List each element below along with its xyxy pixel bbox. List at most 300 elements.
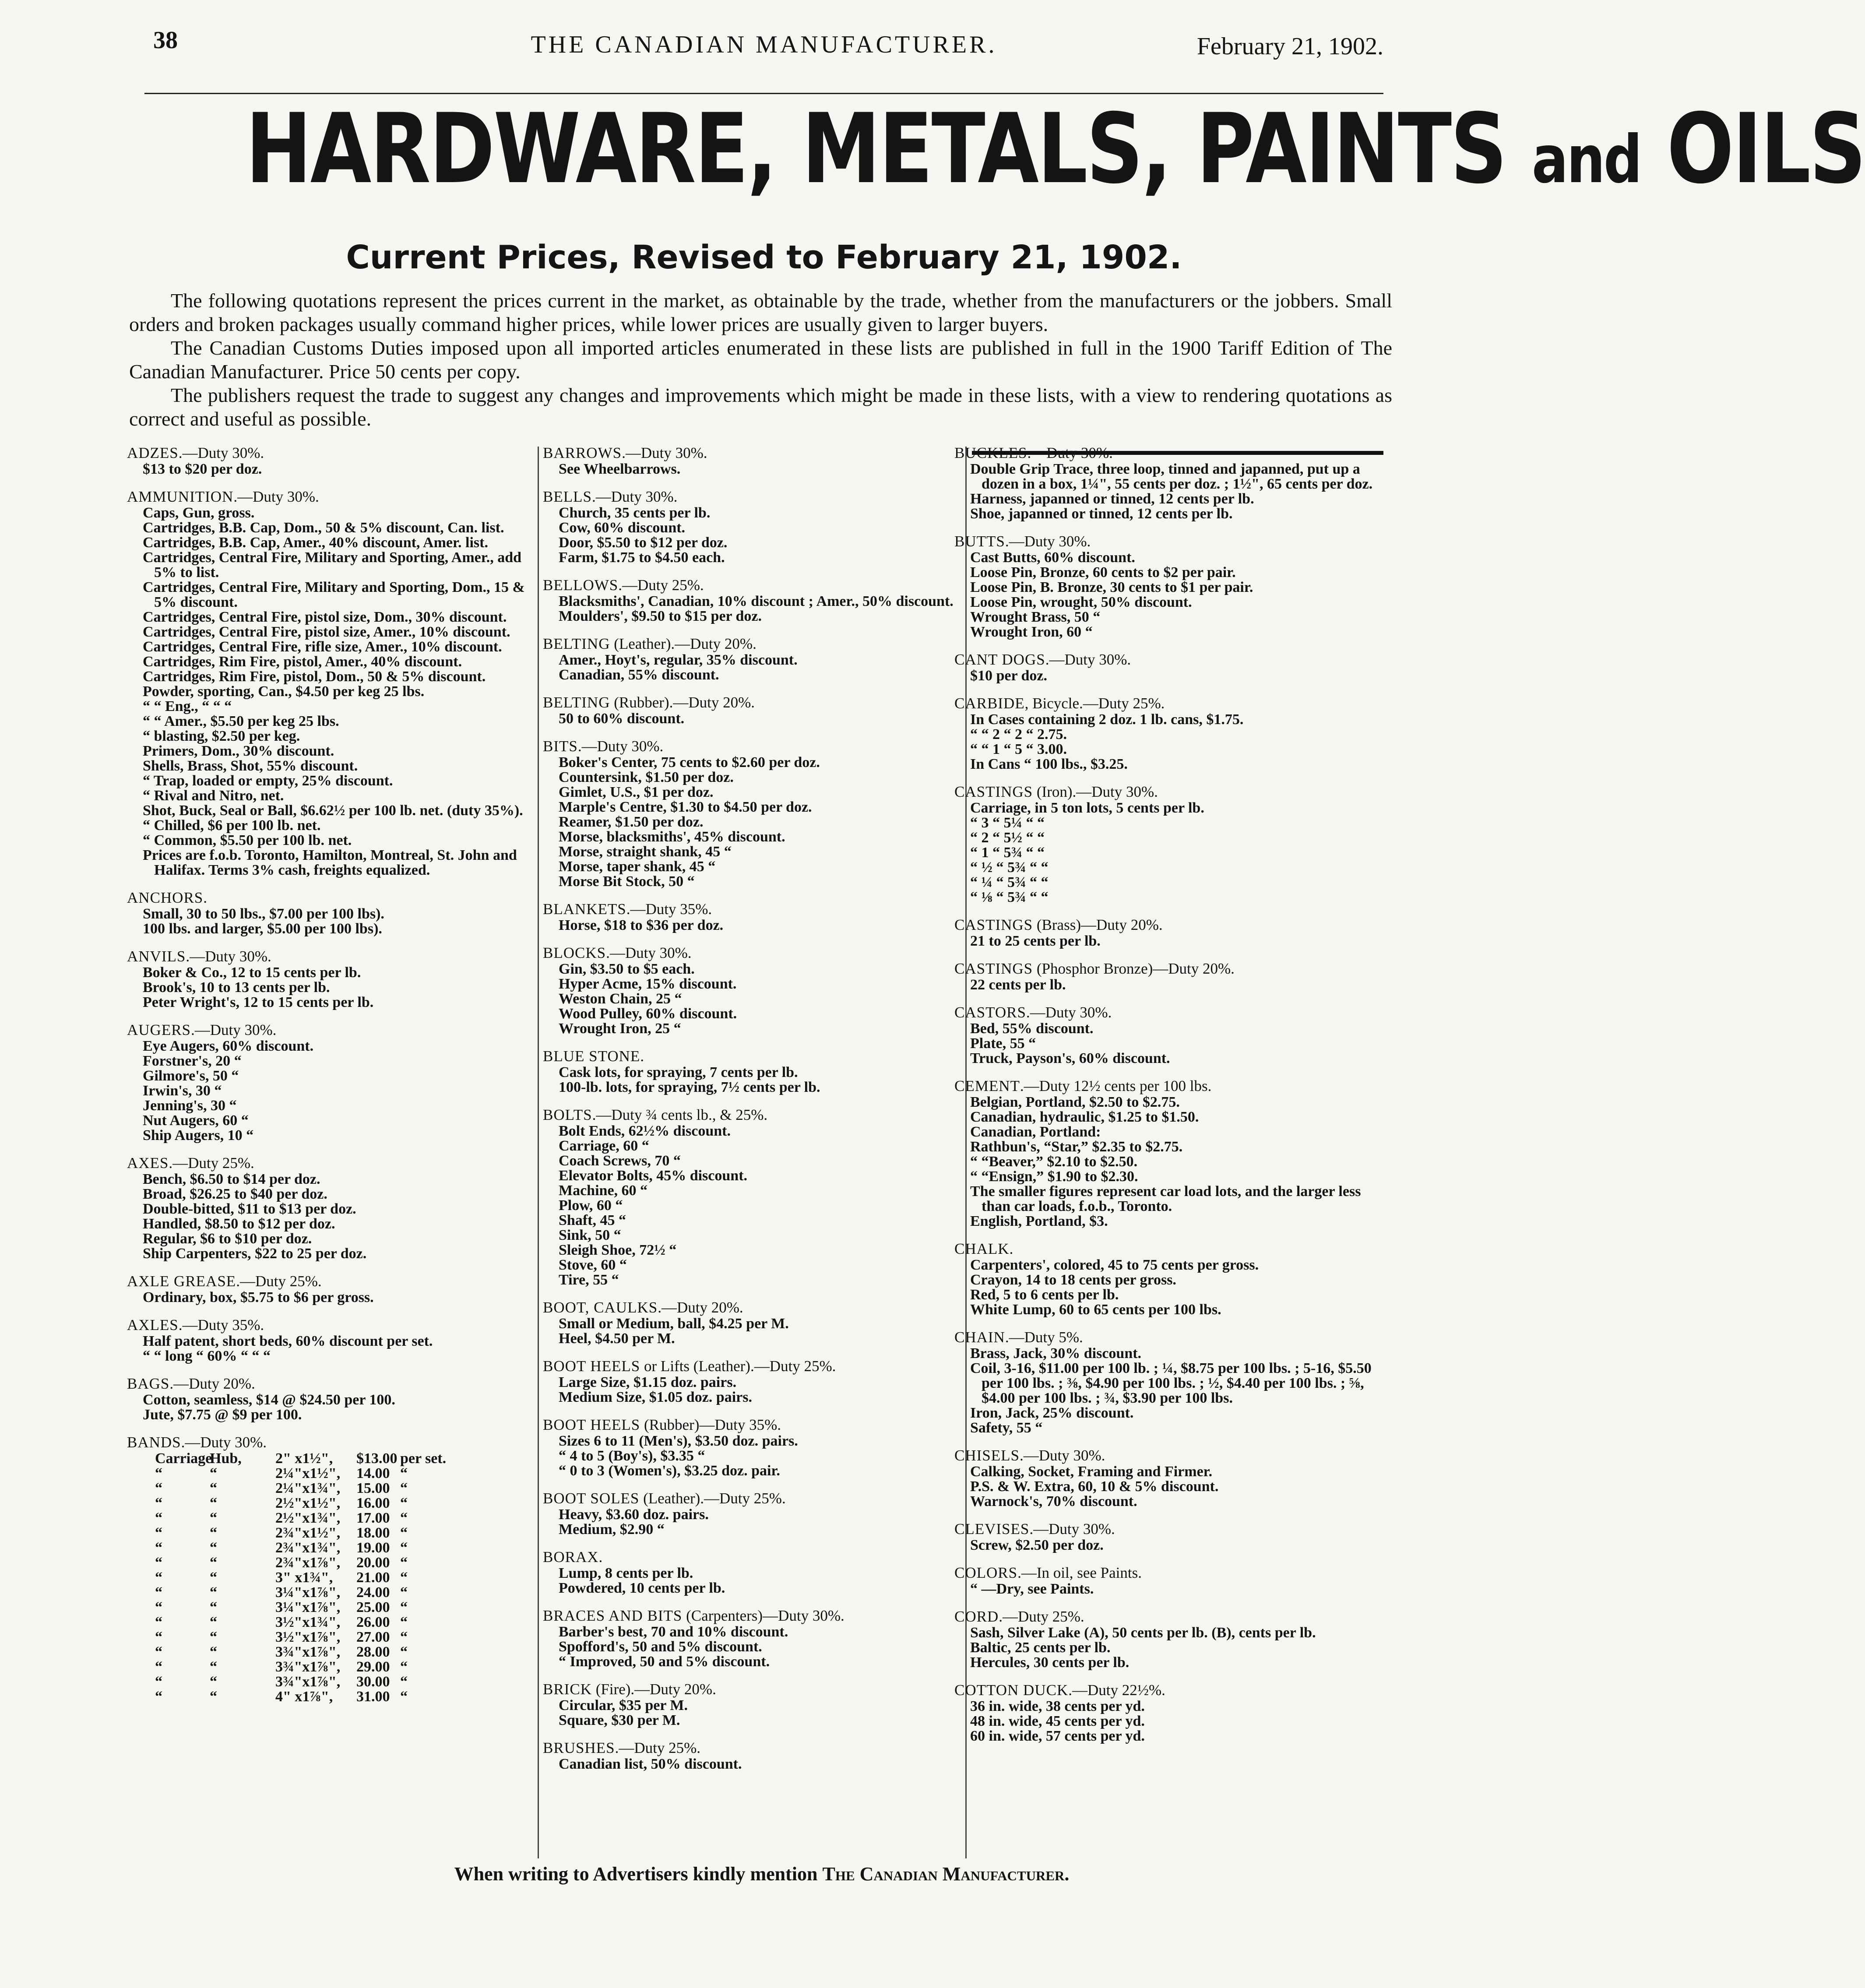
price-line: Truck, Payson's, 60% discount.	[970, 1050, 1170, 1066]
bands-row	[127, 1660, 536, 1675]
price-line: Wrought Iron, 60 “	[970, 624, 1093, 640]
entry-heading	[954, 1520, 1388, 1538]
price-line: Morse, blacksmiths', 45% discount.	[559, 829, 785, 845]
entry-duty: .—Duty 30%.	[1029, 1520, 1115, 1538]
entry-name: BAGS	[127, 1375, 170, 1392]
price-line: “ “Beaver,” $2.10 to $2.50.	[970, 1154, 1138, 1170]
price-line: Handled, $8.50 to $12 per doz.	[143, 1216, 335, 1232]
price-line: Rathbun's, “Star,” $2.35 to $2.75.	[970, 1139, 1183, 1155]
entry-name: CHISELS	[954, 1447, 1020, 1464]
entry-name: BANDS	[127, 1434, 181, 1451]
entry-heading	[543, 901, 972, 918]
bands-row	[127, 1600, 536, 1615]
price-line: Weston Chain, 25 “	[559, 991, 682, 1007]
bands-cell: “	[155, 1510, 162, 1526]
price-entry-boot-soles	[543, 1490, 972, 1537]
price-line: 60 in. wide, 57 cents per yd.	[970, 1728, 1145, 1744]
price-line: Cartridges, Rim Fire, pistol, Dom., 50 & 5% discount.	[143, 669, 486, 685]
price-entry-castings	[954, 783, 1388, 905]
price-entry-blue-stone	[543, 1048, 972, 1095]
price-line: Shoe, japanned or tinned, 12 cents per lb.	[970, 506, 1233, 522]
price-entry-chalk	[954, 1240, 1388, 1317]
entry-duty: (Leather).—Duty 25%.	[639, 1490, 786, 1507]
column-divider	[538, 447, 539, 1858]
bands-cell: “	[210, 1689, 217, 1705]
price-line: “ Common, $5.50 per 100 lb. net.	[143, 832, 352, 848]
bands-row	[127, 1451, 536, 1466]
entry-name: CANT DOGS	[954, 651, 1045, 668]
entry-name: BORAX	[543, 1548, 599, 1566]
price-line: Wrought Brass, 50 “	[970, 609, 1101, 625]
price-line: Carriage, in 5 ton lots, 5 cents per lb.	[970, 800, 1204, 816]
bands-cell: “	[210, 1540, 217, 1556]
bands-cell: “	[155, 1569, 162, 1586]
bands-cell: “	[155, 1465, 162, 1481]
entry-duty: .—Duty 30%.	[577, 738, 664, 755]
price-line: Jenning's, 30 “	[143, 1098, 237, 1114]
entry-name: CORD	[954, 1608, 999, 1625]
entry-duty: .—Duty 20%.	[658, 1299, 743, 1316]
entry-duty: (Leather).—Duty 20%.	[610, 635, 757, 652]
price-line: In Cans “ 100 lbs., $3.25.	[970, 756, 1128, 772]
price-line: Morse, taper shank, 45 “	[559, 859, 716, 875]
entry-duty: .—Duty 30%.	[186, 948, 271, 965]
entry-duty: .—Duty 30%.	[1045, 651, 1131, 668]
entry-heading	[543, 488, 972, 506]
price-line: “ Rival and Nitro, net.	[143, 788, 284, 804]
price-line: Primers, Dom., 30% discount.	[143, 743, 334, 759]
bands-cell: “	[400, 1614, 408, 1630]
bands-cell: 16.00	[356, 1495, 390, 1511]
bands-row	[127, 1555, 536, 1570]
entry-heading	[954, 1240, 1388, 1258]
price-line: Loose Pin, B. Bronze, 30 cents to $1 per pair.	[970, 579, 1253, 595]
bands-row	[127, 1645, 536, 1660]
entry-heading	[543, 577, 972, 594]
price-line: Church, 35 cents per lb.	[559, 505, 711, 521]
bands-cell: 2" x1½",	[275, 1450, 333, 1467]
price-line: Cartridges, Central Fire, rifle size, Amer., 10% discount.	[143, 639, 502, 655]
price-line: Medium, $2.90 “	[559, 1521, 665, 1538]
entry-duty: (Iron).—Duty 30%.	[1033, 783, 1158, 800]
bands-cell: “	[400, 1555, 408, 1571]
entry-heading	[954, 1564, 1388, 1582]
price-entry-boot-heels	[543, 1358, 972, 1405]
entry-name: COLORS	[954, 1564, 1018, 1581]
bands-cell: “	[155, 1555, 162, 1571]
entry-heading	[954, 1004, 1388, 1021]
price-line: Half patent, short beds, 60% discount per set.	[143, 1333, 433, 1349]
price-line: Marple's Centre, $1.30 to $4.50 per doz.	[559, 799, 812, 815]
price-entry-belting	[543, 694, 972, 726]
entry-heading	[543, 738, 972, 755]
bands-cell: “	[400, 1510, 408, 1526]
price-line: 50 to 60% discount.	[559, 711, 685, 727]
price-line: Door, $5.50 to $12 per doz.	[559, 535, 728, 551]
price-line: Powder, sporting, Can., $4.50 per keg 25 lbs.	[143, 683, 425, 700]
entry-name: BOLTS	[543, 1106, 592, 1123]
price-line: Gin, $3.50 to $5 each.	[559, 961, 695, 977]
page-number: 38	[153, 27, 178, 54]
entry-name: ANVILS	[127, 948, 186, 965]
price-entry-butts	[954, 533, 1388, 640]
bands-cell: “	[210, 1614, 217, 1630]
price-line: Canadian, hydraulic, $1.25 to $1.50.	[970, 1109, 1199, 1125]
price-line: Boker's Center, 75 cents to $2.60 per doz.	[559, 754, 820, 771]
entry-name: AXLE GREASE	[127, 1273, 236, 1290]
entry-duty: (Rubber)—Duty 35%.	[640, 1416, 781, 1433]
price-line: Loose Pin, Bronze, 60 cents to $2 per pair.	[970, 564, 1236, 581]
price-line: Eye Augers, 60% discount.	[143, 1038, 314, 1054]
bands-cell: “	[400, 1644, 408, 1660]
bands-cell: 27.00	[356, 1629, 390, 1645]
entry-heading	[954, 916, 1388, 934]
bands-cell: 29.00	[356, 1659, 390, 1675]
entry-name: CEMENT	[954, 1077, 1020, 1094]
price-entry-brushes	[543, 1739, 972, 1772]
entry-name: BITS	[543, 738, 578, 755]
price-line: Double-bitted, $11 to $13 per doz.	[143, 1201, 356, 1217]
price-line: Bench, $6.50 to $14 per doz.	[143, 1171, 320, 1187]
bands-cell: “	[400, 1674, 408, 1690]
bands-row	[127, 1630, 536, 1645]
price-line: “ 3 “ 5¼ “ “	[970, 815, 1045, 831]
entry-heading	[954, 1329, 1388, 1346]
bands-row	[127, 1689, 536, 1704]
price-entry-axes	[127, 1154, 536, 1261]
bands-cell: “	[155, 1584, 162, 1601]
bands-cell: “	[155, 1644, 162, 1660]
entry-duty: .—Duty 25%.	[999, 1608, 1084, 1625]
price-line: Iron, Jack, 25% discount.	[970, 1405, 1134, 1421]
entry-duty: .—Duty 30%.	[606, 944, 692, 961]
entry-duty: .—Duty 12½ cents per 100 lbs.	[1020, 1077, 1212, 1094]
entry-name: AXES	[127, 1154, 169, 1172]
price-line: Farm, $1.75 to $4.50 each.	[559, 549, 725, 566]
bands-cell: “	[155, 1599, 162, 1615]
entry-heading	[543, 1548, 972, 1566]
price-line: English, Portland, $3.	[970, 1213, 1108, 1229]
bands-row	[127, 1511, 536, 1526]
entry-duty: .—Duty 20%.	[169, 1375, 255, 1392]
entry-name: CLEVISES	[954, 1520, 1030, 1538]
price-line: Crayon, 14 to 18 cents per gross.	[970, 1272, 1176, 1288]
bands-row	[127, 1526, 536, 1541]
intro-paragraph: The publishers request the trade to suggest any changes and improvements which might be made in these lists, with a view to rendering quotations as correct and useful as possible.	[129, 384, 1392, 430]
bands-cell: 3" x1¾",	[275, 1569, 333, 1586]
price-entry-boot-heels	[543, 1416, 972, 1478]
price-line: Canadian, Portland:	[970, 1124, 1101, 1140]
price-line: Cartridges, B.B. Cap, Dom., 50 & 5% discount, Can. list.	[143, 520, 504, 536]
entry-duty: .—Duty 22½%.	[1068, 1682, 1165, 1699]
intro-paragraphs	[129, 289, 1392, 431]
price-entry-borax	[543, 1548, 972, 1596]
price-entry-cord	[954, 1608, 1388, 1670]
entry-duty: .—Duty ¾ cents lb., & 25%.	[592, 1106, 768, 1123]
price-line: Elevator Bolts, 45% discount.	[559, 1168, 748, 1184]
notice-text: When writing to Advertisers kindly mention	[454, 1863, 818, 1885]
bands-cell: “	[210, 1569, 217, 1586]
price-line: “ ⅛ “ 5¾ “ “	[970, 889, 1049, 905]
entry-name: BELTING	[543, 694, 610, 711]
price-entry-anchors	[127, 889, 536, 936]
price-entry-castings	[954, 960, 1388, 992]
price-entry-clevises	[954, 1520, 1388, 1553]
entry-name: CASTINGS	[954, 960, 1033, 977]
price-line: 21 to 25 cents per lb.	[970, 933, 1101, 949]
price-entry-castors	[954, 1004, 1388, 1066]
entry-duty: (Carpenters)—Duty 30%.	[682, 1607, 845, 1624]
bands-cell: 3¾"x1⅞",	[275, 1674, 341, 1690]
bands-cell: “	[210, 1525, 217, 1541]
price-line: Large Size, $1.15 doz. pairs.	[559, 1374, 737, 1390]
entry-heading	[543, 1416, 972, 1434]
entry-heading	[127, 1154, 536, 1172]
price-entry-augers	[127, 1021, 536, 1143]
bands-cell: 19.00	[356, 1540, 390, 1556]
price-line: Brass, Jack, 30% discount.	[970, 1345, 1142, 1362]
price-line: Ordinary, box, $5.75 to $6 per gross.	[143, 1289, 374, 1305]
entry-heading	[954, 1077, 1388, 1095]
entry-duty: (Fire).—Duty 20%.	[591, 1681, 716, 1698]
entry-duty: (Phosphor Bronze)—Duty 20%.	[1033, 960, 1235, 977]
price-column-1	[127, 444, 536, 1716]
entry-name: BLANKETS	[543, 901, 626, 918]
entry-name: BOOT HEELS	[543, 1358, 640, 1375]
price-line: Harness, japanned or tinned, 12 cents per lb.	[970, 491, 1254, 507]
price-line: Cast Butts, 60% discount.	[970, 549, 1135, 566]
entry-heading	[543, 1106, 972, 1124]
bands-cell: 2¾"x1¾",	[275, 1540, 341, 1556]
price-line: Nut Augers, 60 “	[143, 1112, 249, 1129]
price-line: “ “ Amer., $5.50 per keg 25 lbs.	[143, 713, 339, 729]
entry-name: BOOT HEELS	[543, 1416, 640, 1433]
price-line: Canadian list, 50% discount.	[559, 1756, 742, 1772]
bands-cell: “	[400, 1629, 408, 1645]
bands-cell: 25.00	[356, 1599, 390, 1615]
bands-cell: 30.00	[356, 1674, 390, 1690]
entry-name: BARROWS	[543, 444, 622, 461]
price-line: 100-lb. lots, for spraying, 7½ cents per lb.	[559, 1079, 820, 1095]
bands-cell: 31.00	[356, 1689, 390, 1705]
entry-duty: (Brass)—Duty 20%.	[1033, 916, 1163, 933]
entry-heading	[954, 1447, 1388, 1464]
price-line: Countersink, $1.50 per doz.	[559, 769, 734, 785]
price-line: Hyper Acme, 15% discount.	[559, 976, 737, 992]
price-column-3	[954, 444, 1388, 1755]
price-line: Circular, $35 per M.	[559, 1697, 688, 1714]
headline-and: and	[1532, 122, 1641, 198]
bands-cell: 3½"x1¾",	[275, 1614, 341, 1630]
bands-cell: 3½"x1⅞",	[275, 1629, 341, 1645]
price-line: “ —Dry, see Paints.	[970, 1581, 1094, 1597]
entry-name: BELLOWS	[543, 577, 619, 594]
price-line: Safety, 55 “	[970, 1420, 1043, 1436]
bands-cell: Carriage	[155, 1450, 212, 1467]
price-entry-axle-grease	[127, 1273, 536, 1305]
entry-name: BLUE STONE	[543, 1048, 640, 1065]
price-line: Jute, $7.75 @ $9 per 100.	[143, 1407, 302, 1423]
entry-heading	[127, 444, 536, 462]
entry-duty: .—Duty 30%.	[591, 488, 678, 505]
price-line: $13 to $20 per doz.	[143, 461, 262, 477]
price-line: Baltic, 25 cents per lb.	[970, 1640, 1111, 1656]
price-entry-blankets	[543, 901, 972, 933]
journal-title: THE CANADIAN MANUFACTURER.	[531, 31, 997, 58]
entry-duty: .—Duty 35%.	[178, 1316, 264, 1334]
headline-last: OILS	[1667, 93, 1865, 205]
running-head	[144, 26, 1383, 66]
bands-row	[127, 1496, 536, 1511]
price-line: Cartridges, Central Fire, Military and Sporting, Amer., add 5% to list.	[143, 549, 522, 581]
bands-cell: 17.00	[356, 1510, 390, 1526]
price-entry-bands	[127, 1434, 536, 1704]
entry-name: BUCKLES	[954, 444, 1028, 461]
entry-name: BOOT SOLES	[543, 1490, 640, 1507]
entry-duty: .—Duty 25%.	[169, 1154, 254, 1172]
price-line: Powdered, 10 cents per lb.	[559, 1580, 725, 1596]
price-line: Carpenters', colored, 45 to 75 cents per gross.	[970, 1257, 1259, 1273]
price-line: Cartridges, Central Fire, pistol size, Amer., 10% discount.	[143, 624, 510, 640]
price-line: The smaller figures represent car load lots, and the larger less than car loads, f.o.b., Toronto.	[970, 1183, 1361, 1214]
entry-name: CARBIDE	[954, 695, 1025, 712]
price-line: “ Chilled, $6 per 100 lb. net.	[143, 817, 321, 834]
price-line: Regular, $6 to $10 per doz.	[143, 1231, 312, 1247]
price-line: Wood Pulley, 60% discount.	[559, 1006, 737, 1022]
bands-cell: 3¼"x1⅞",	[275, 1599, 341, 1615]
price-line: Amer., Hoyt's, regular, 35% discount.	[559, 652, 798, 668]
bands-cell: “	[210, 1599, 217, 1615]
entry-name: BLOCKS	[543, 944, 606, 961]
entry-heading	[954, 783, 1388, 801]
bands-cell: “	[155, 1614, 162, 1630]
price-line: Coach Screws, 70 “	[559, 1153, 681, 1169]
bands-cell: “	[155, 1689, 162, 1705]
bands-cell: 2¼"x1½",	[275, 1465, 341, 1481]
price-entry-chain	[954, 1329, 1388, 1436]
bands-cell: “	[210, 1629, 217, 1645]
entry-name: BUTTS	[954, 533, 1005, 550]
price-line: P.S. & W. Extra, 60, 10 & 5% discount.	[970, 1478, 1219, 1495]
bands-cell: 28.00	[356, 1644, 390, 1660]
notice-journal: The Canadian Manufacturer.	[822, 1863, 1070, 1885]
bands-cell: “	[155, 1480, 162, 1496]
price-line: Morse Bit Stock, 50 “	[559, 873, 695, 890]
bands-cell: 20.00	[356, 1555, 390, 1571]
bands-cell: 26.00	[356, 1614, 390, 1630]
price-line: “ “ long “ 60% “ “ “	[143, 1348, 271, 1364]
price-line: Bolt Ends, 62½% discount.	[559, 1123, 731, 1139]
entry-heading	[954, 695, 1388, 712]
bands-cell: “	[155, 1674, 162, 1690]
price-line: Blacksmiths', Canadian, 10% discount ; Amer., 50% discount.	[559, 593, 954, 609]
entry-heading	[127, 488, 536, 506]
price-line: Sash, Silver Lake (A), 50 cents per lb. (B), cents per lb.	[970, 1625, 1316, 1641]
bands-cell: “	[210, 1555, 217, 1571]
bands-cell: “	[155, 1629, 162, 1645]
price-line: Heavy, $3.60 doz. pairs.	[559, 1506, 709, 1523]
bands-cell: 3¾"x1⅞",	[275, 1644, 341, 1660]
price-line: Carriage, 60 “	[559, 1138, 649, 1154]
price-line: “ blasting, $2.50 per keg.	[143, 728, 300, 744]
price-line: Calking, Socket, Framing and Firmer.	[970, 1464, 1213, 1480]
bands-cell: “	[400, 1480, 408, 1496]
price-line: “ “ Eng., “ “ “	[143, 698, 232, 714]
bands-cell: “	[400, 1569, 408, 1586]
bands-row	[127, 1675, 536, 1689]
bands-cell: “	[210, 1659, 217, 1675]
entry-duty: .	[598, 1548, 603, 1566]
price-line: Canadian, 55% discount.	[559, 667, 719, 683]
entry-duty: , Bicycle.—Duty 25%.	[1024, 695, 1165, 712]
price-line: 36 in. wide, 38 cents per yd.	[970, 1698, 1145, 1714]
entry-duty: .—Duty 30%.	[191, 1021, 277, 1038]
entry-heading	[954, 960, 1388, 978]
bands-cell: “	[400, 1584, 408, 1601]
price-line: “ ½ “ 5¾ “ “	[970, 859, 1049, 876]
price-entry-bolts	[543, 1106, 972, 1288]
entry-name: CHALK	[954, 1240, 1010, 1257]
bands-cell: 18.00	[356, 1525, 390, 1541]
price-entry-bellows	[543, 577, 972, 624]
entry-heading	[954, 651, 1388, 669]
issue-date: February 21, 1902.	[1196, 33, 1383, 60]
price-line: Plow, 60 “	[559, 1197, 623, 1214]
entry-name: BELLS	[543, 488, 592, 505]
price-entry-adzes	[127, 444, 536, 477]
entry-duty: .—Duty 5%.	[1005, 1329, 1083, 1346]
entry-duty: .—Duty 30%.	[1005, 533, 1091, 550]
price-line: Sizes 6 to 11 (Men's), $3.50 doz. pairs.	[559, 1433, 798, 1449]
bands-cell: 2¾"x1⅞",	[275, 1555, 341, 1571]
price-line: Wrought Iron, 25 “	[559, 1020, 681, 1037]
price-line: Barber's best, 70 and 10% discount.	[559, 1624, 788, 1640]
entry-heading	[127, 1021, 536, 1039]
entry-heading	[543, 1048, 972, 1065]
price-entry-bells	[543, 488, 972, 565]
entry-duty: .	[640, 1048, 644, 1065]
headline-main: HARDWARE, METALS, PAINTS	[246, 93, 1506, 205]
price-line: “ 4 to 5 (Boy's), $3.35 “	[559, 1448, 705, 1464]
price-line: “ 2 “ 5½ “ “	[970, 830, 1045, 846]
entry-name: CASTINGS	[954, 916, 1033, 933]
price-line: Double Grip Trace, three loop, tinned and japanned, put up a dozen in a box, 1¼", 55 cents per doz. ; 1½", 65 cents per doz.	[970, 461, 1373, 492]
bands-cell: “	[155, 1540, 162, 1556]
price-entry-bags	[127, 1375, 536, 1422]
price-entry-braces-and-bits	[543, 1607, 972, 1669]
entry-duty: .—Duty 30%.	[1019, 1447, 1105, 1464]
price-line: Tire, 55 “	[559, 1272, 619, 1288]
price-line: “ “ 1 “ 5 “ 3.00.	[970, 741, 1067, 757]
entry-heading	[127, 1434, 536, 1451]
entry-name: COTTON DUCK	[954, 1682, 1069, 1699]
bands-cell: “	[210, 1510, 217, 1526]
price-line: “ Trap, loaded or empty, 25% discount.	[143, 773, 393, 789]
price-line: Horse, $18 to $36 per doz.	[559, 917, 724, 933]
bands-cell: 3¼"x1⅞",	[275, 1584, 341, 1601]
price-line: Belgian, Portland, $2.50 to $2.75.	[970, 1094, 1180, 1110]
price-entry-belting	[543, 635, 972, 683]
price-line: Boker & Co., 12 to 15 cents per lb.	[143, 964, 361, 981]
price-column-2	[543, 444, 972, 1783]
bands-row	[127, 1615, 536, 1630]
price-line: Reamer, $1.50 per doz.	[559, 814, 704, 830]
price-line: Square, $30 per M.	[559, 1712, 680, 1728]
bands-cell: “	[400, 1495, 408, 1511]
bands-cell: “	[210, 1674, 217, 1690]
entry-heading	[954, 1682, 1388, 1699]
price-line: Plate, 55 “	[970, 1035, 1036, 1052]
